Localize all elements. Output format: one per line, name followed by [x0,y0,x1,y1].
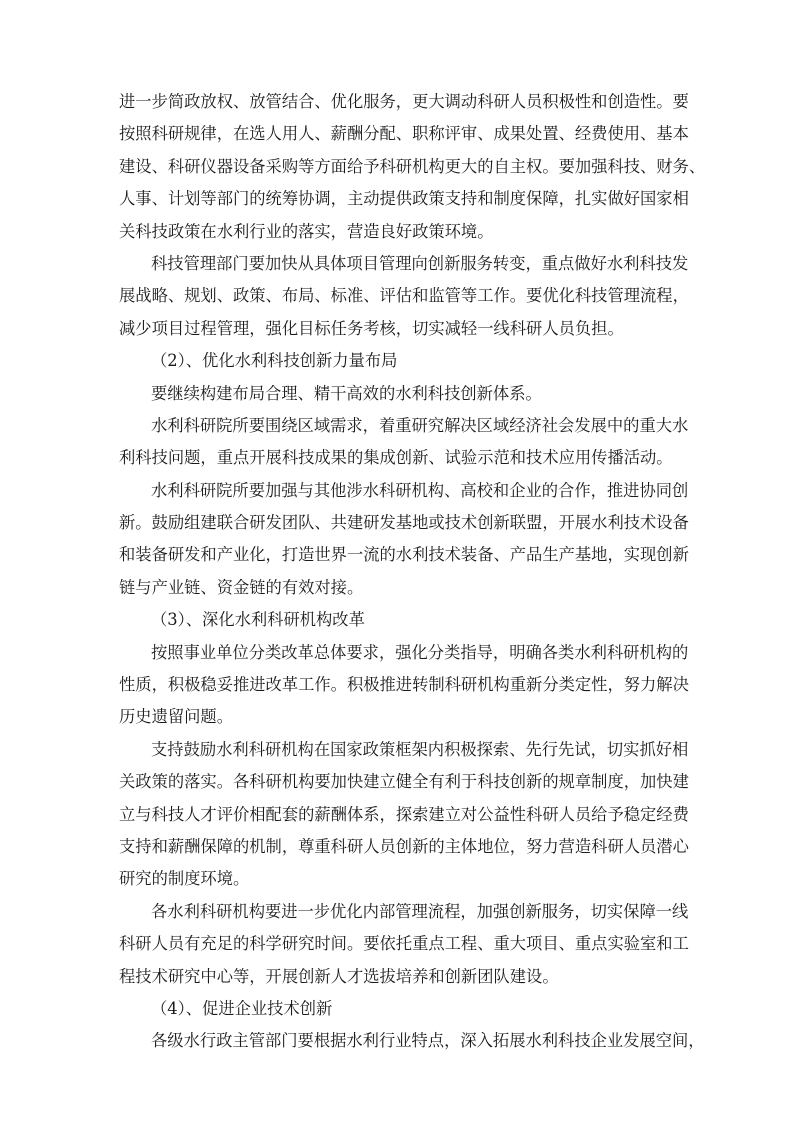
text-line: 关政策的落实。各科研机构要加快建立健全有利于科技创新的规章制度，加快建 [119,772,689,792]
text-line: 立与科技人才评价相配套的薪酬体系，探索建立对公益性科研人员给予稳定经费 [119,804,689,824]
section-heading: （3）、深化水利科研机构改革 [151,610,365,630]
text-line: 水利科研院所要围绕区域需求，着重研究解决区域经济社会发展中的重大水 [151,415,689,435]
text-line: 链与产业链、资金链的有效对接。 [119,577,364,597]
text-line: 要继续构建布局合理、精干高效的水利科技创新体系。 [151,383,542,403]
text-line: 进一步简政放权、放管结合、优化服务，更大调动科研人员积极性和创造性。要 [119,92,689,111]
text-line: 各水利科研机构要进一步优化内部管理流程，加强创新服务，切实保障一线 [151,901,689,921]
text-line: 科研人员有充足的科学研究时间。要依托重点工程、重大项目、重点实验室和工 [119,934,689,954]
text-line: 和装备研发和产业化，打造世界一流的水利技术装备、产品生产基地，实现创新 [119,545,689,565]
text-line: 人事、计划等部门的统筹协调，主动提供政策支持和制度保障，扎实做好国家相 [119,189,689,209]
text-line: 按照事业单位分类改革总体要求，强化分类指导，明确各类水利科研机构的 [151,642,689,662]
text-line: 利科技问题，重点开展科技成果的集成创新、试验示范和技术应用传播活动。 [119,448,673,468]
text-line: 按照科研规律，在选人用人、薪酬分配、职称评审、成果处置、经费使用、基本 [119,124,689,144]
text-line: 展战略、规划、政策、布局、标准、评估和监管等工作。要优化科技管理流程， [119,286,689,306]
section-heading: （2）、优化水利科技创新力量布局 [151,351,398,371]
text-line: 科技管理部门要加快从具体项目管理向创新服务转变，重点做好水利科技发 [151,253,689,273]
text-line: 各级水行政主管部门要根据水利行业特点，深入拓展水利科技企业发展空间， [151,1031,705,1051]
text-line: 支持和薪酬保障的机制，尊重科研人员创新的主体地位，努力营造科研人员潜心 [119,836,689,856]
section-heading: （4）、促进企业技术创新 [151,998,333,1018]
text-line: 程技术研究中心等，开展创新人才选拔培养和创新团队建设。 [119,966,559,986]
text-line: 历史遗留问题。 [119,707,233,727]
text-line: 性质，积极稳妥推进改革工作。积极推进转制科研机构重新分类定性，努力解决 [119,675,689,695]
text-line: 建设、科研仪器设备采购等方面给予科研机构更大的自主权。要加强科技、财务、 [119,156,706,176]
text-line: 新。鼓励组建联合研发团队、共建研发基地或技术创新联盟，开展水利技术设备 [119,513,689,533]
document-body [119,86,706,1058]
text-line: 支持鼓励水利科研机构在国家政策框架内积极探索、先行先试，切实抓好相 [151,739,689,759]
text-line: 水利科研院所要加强与其他涉水科研机构、高校和企业的合作，推进协同创 [151,480,689,500]
text-line: 研究的制度环境。 [119,869,250,889]
text-line: 关科技政策在水利行业的落实，营造良好政策环境。 [119,221,494,241]
text-line: 减少项目过程管理，强化目标任务考核，切实减轻一线科研人员负担。 [119,318,624,338]
